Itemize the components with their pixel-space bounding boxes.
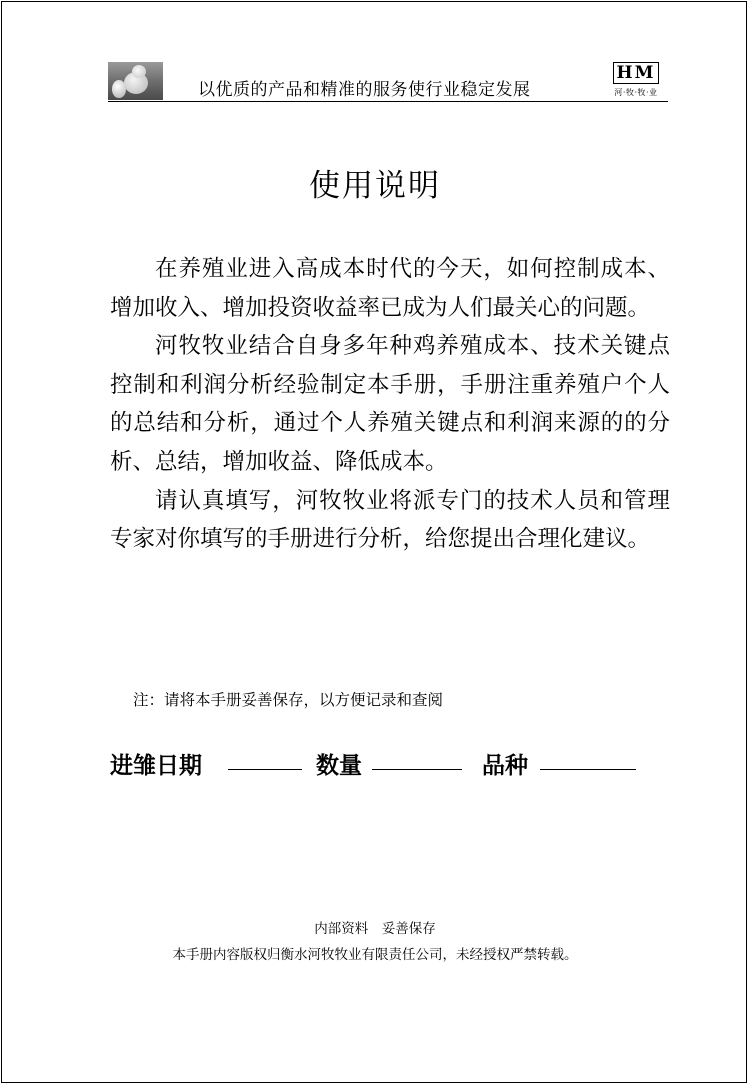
page-header bbox=[108, 60, 668, 102]
entry-fields bbox=[110, 745, 670, 781]
body-text bbox=[110, 250, 670, 559]
chick-date-field[interactable] bbox=[228, 769, 302, 770]
footer-copyright: 本手册内容版权归衡水河牧牧业有限责任公司，未经授权严禁转载。 bbox=[172, 947, 578, 963]
header-divider bbox=[108, 101, 668, 102]
paragraph-2: 河牧牧业结合自身多年种鸡养殖成本、技术关键点控制和利润分析经验制定本手册，手册注重养殖户个人的总结和分析，通过个人养殖关键点和利润来源的的分析、总结，增加收益、降低成本。 bbox=[110, 333, 670, 475]
breed-label: 品种 bbox=[482, 753, 528, 779]
storage-note: 注：请将本手册妥善保存，以方便记录和查阅 bbox=[133, 691, 444, 709]
company-logo bbox=[608, 62, 664, 100]
chick-head-shape bbox=[132, 65, 146, 78]
logo-letters: HM bbox=[613, 62, 660, 84]
quantity-label: 数量 bbox=[316, 753, 362, 779]
header-slogan: 以优质的产品和精准的服务使行业稳定发展 bbox=[198, 80, 531, 100]
chick-egg-photo bbox=[108, 62, 163, 100]
quantity-field[interactable] bbox=[372, 769, 462, 770]
chick-date-label: 进雏日期 bbox=[110, 753, 202, 779]
footer-internal-notice: 内部资料 妥善保存 bbox=[314, 921, 436, 937]
logo-subtext: 河·牧·牧·业 bbox=[614, 88, 658, 97]
paragraph-1: 在养殖业进入高成本时代的今天，如何控制成本、增加收入、增加投资收益率已成为人们最关心的问题。 bbox=[110, 256, 670, 321]
breed-field[interactable] bbox=[540, 769, 636, 770]
paragraph-3: 请认真填写，河牧牧业将派专门的技术人员和管理专家对你填写的手册进行分析，给您提出合理化建议。 bbox=[110, 487, 670, 553]
page-title: 使用说明 bbox=[309, 168, 441, 204]
